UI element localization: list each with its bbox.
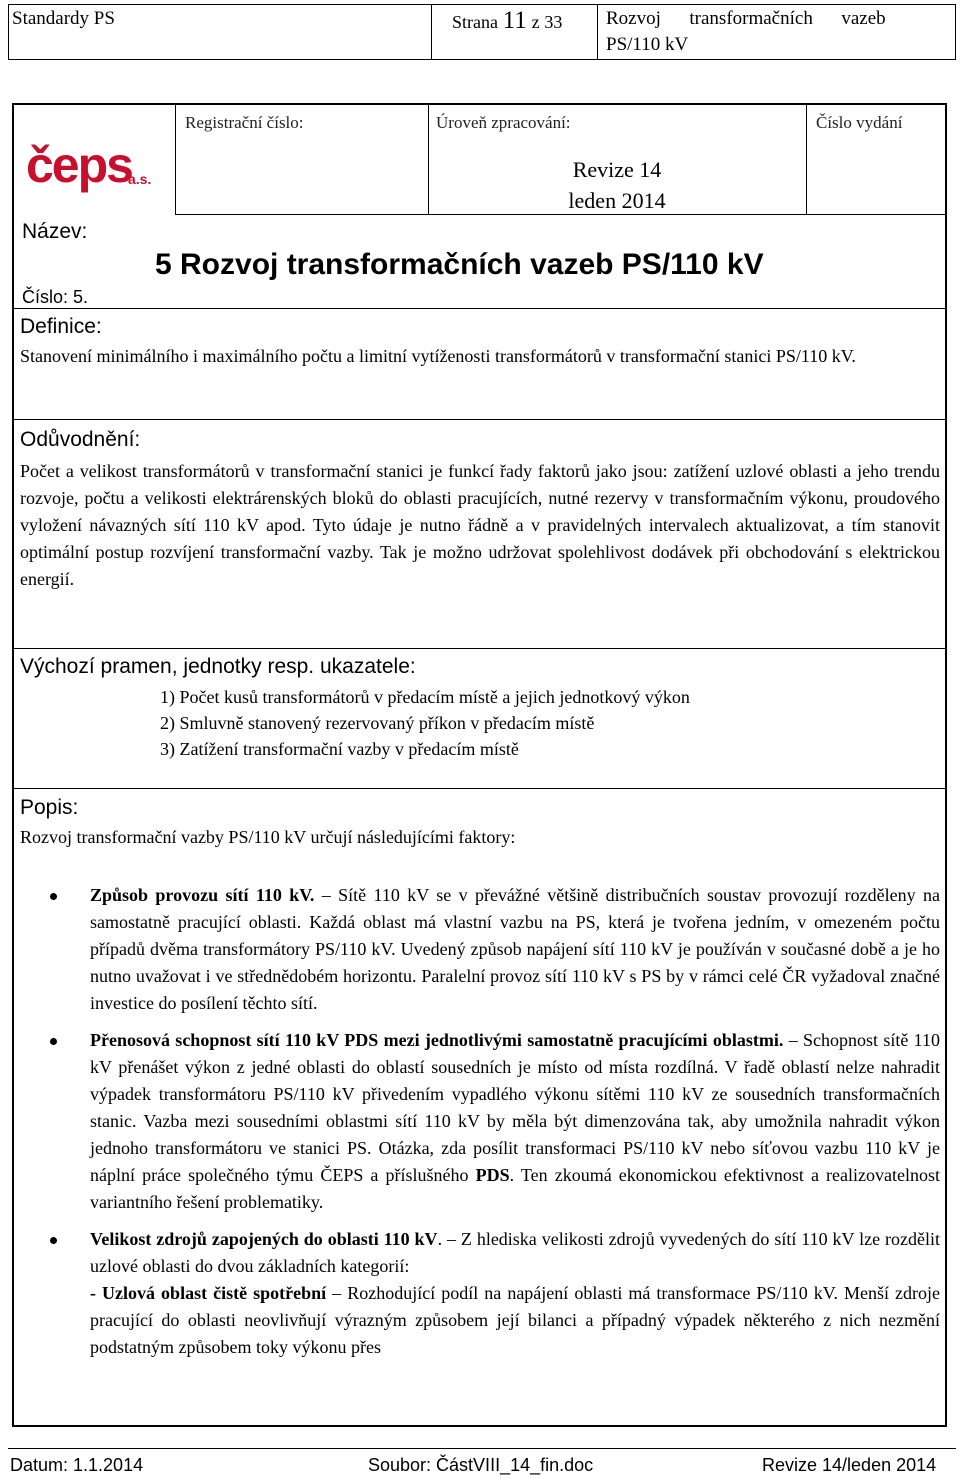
processing-level-label: Úroveň zpracování: <box>436 113 571 132</box>
number-label: Číslo: 5. <box>22 287 89 307</box>
header-title-line1: Rozvoj transformačních vazeb <box>606 8 886 29</box>
list-item: 2) Smluvně stanovený rezervovaný příkon v předacím místě <box>160 713 595 733</box>
oduvodneni-text: Počet a velikost transformátorů v transformační stanici je funkcí řady faktorů jako jsou: zatížení uzlové oblasti a jeho trendu rozvoje, počtu a velikosti elektrárenských bloků do oblasti pracujících, nutné rezervy v transformačním výkonu, proudového vyložení návazných sítí 110 kV apod. Tyto údaje je nutno řádně a v pravidelných intervalech aktualizovat, a tím stanovit optimální postup rozvíjení transformační vazby. Tak je možno udržovat spolehlivost dodávek při obchodování s elektrickou energií. <box>20 461 940 589</box>
definice-text: Stanovení minimálního i maximálního počtu a limitní vytíženosti transformátorů v transformační stanici PS/110 kV. <box>20 346 856 366</box>
list-item: Způsob provozu sítí 110 kV. – Sítě 110 kV se v převážné většině distribučních soustav provozují rozděleny na samostatně pracující oblasti. Každá oblast má vlastní vazbu na PS, která je tvořena jedním, v omezeném počtu případů dvěma transformátory PS/110 kV. Uvedený způsob napájení sítí 110 kV je používán v současné době a je ho nutno uvažovat i ve střednědobém horizontu. Paralelní provoz sítí 110 kV s PS by v rámci celé ČR vyžadoval značné investice do posílení těchto sítí. <box>90 882 940 1017</box>
vychozi-list <box>160 684 920 762</box>
list-item: Přenosová schopnost sítí 110 kV PDS mezi jednotlivými samostatně pracujícími oblastmi. – Schopnost sítě 110 kV přenášet výkon z jedné oblasti do oblastí sousedních je místo od místa rozdílná. V řadě oblastí nelze nahradit výpadek transformátoru PS/110 kV přivedením vypadlého výkonu sítěmi 110 kV ze sousedních transformačních stanic. Vazba mezi sousedními oblastmi sítí 110 kV by měla být dimenzována tak, aby umožnila nahradit výkon jednoho transformátoru ve stanici PS. Otázka, zda posílit transformaci PS/110 kV nebo síťovou vazbu 110 kV je náplní práce společného týmu ČEPS a příslušného PDS. Ten zkoumá ekonomickou efektivnost a realizovatelnost variantního řešení problematiky. <box>90 1027 940 1216</box>
ceps-logo <box>24 138 164 196</box>
footer-revision: Revize 14/leden 2014 <box>762 1455 937 1475</box>
list-item: 3) Zatížení transformační vazby v předacím místě <box>160 739 519 759</box>
page-indicator: Strana 11 z 33 <box>452 7 563 34</box>
header-doc-series: Standardy PS <box>12 8 115 29</box>
svg-text:čeps: čeps <box>26 138 132 193</box>
revision-value: Revize 14 <box>572 157 662 182</box>
footer-file: Soubor: ČástVIII_14_fin.doc <box>368 1455 594 1475</box>
document-title: 5 Rozvoj transformačních vazeb PS/110 kV <box>155 248 764 281</box>
bullet-icon <box>50 1237 57 1244</box>
bullet-icon <box>50 893 57 900</box>
ceps-logo-graphic <box>24 138 164 196</box>
list-item: Velikost zdrojů zapojených do oblasti 110 kV. – Z hlediska velikosti zdrojů vyvedených do sítí 110 kV lze rozdělit uzlové oblasti do dvou základních kategorií: - Uzlová oblast čistě spotřební – Rozhodující podíl na napájení oblasti má transformace PS/110 kV. Menší zdroje pracující do oblasti neovlivňují výrazným způsobem její bilanci a případný výpadek některého z nich nezmění podstatným způsobem toky výkonu přes <box>90 1226 940 1361</box>
definice-heading: Definice: <box>20 315 102 338</box>
bullet-icon <box>50 1038 57 1045</box>
oduvodneni-heading: Odůvodnění: <box>20 428 141 451</box>
list-item: 1) Počet kusů transformátorů v předacím místě a jejich jednotkový výkon <box>160 687 690 707</box>
reg-number-label: Registrační číslo: <box>185 113 304 132</box>
name-label: Název: <box>22 220 88 243</box>
popis-intro: Rozvoj transformační vazby PS/110 kV určují následujícími faktory: <box>20 827 516 847</box>
popis-bullet-list <box>90 882 940 1361</box>
popis-heading: Popis: <box>20 796 79 819</box>
vychozi-heading: Výchozí pramen, jednotky resp. ukazatele: <box>20 655 416 678</box>
svg-text:a.s.: a.s. <box>128 171 152 187</box>
footer-date: Datum: 1.1.2014 <box>10 1455 144 1475</box>
revision-date: leden 2014 <box>568 188 666 213</box>
issue-number-label: Číslo vydání <box>816 113 903 132</box>
header-title-line2: PS/110 kV <box>606 34 689 55</box>
